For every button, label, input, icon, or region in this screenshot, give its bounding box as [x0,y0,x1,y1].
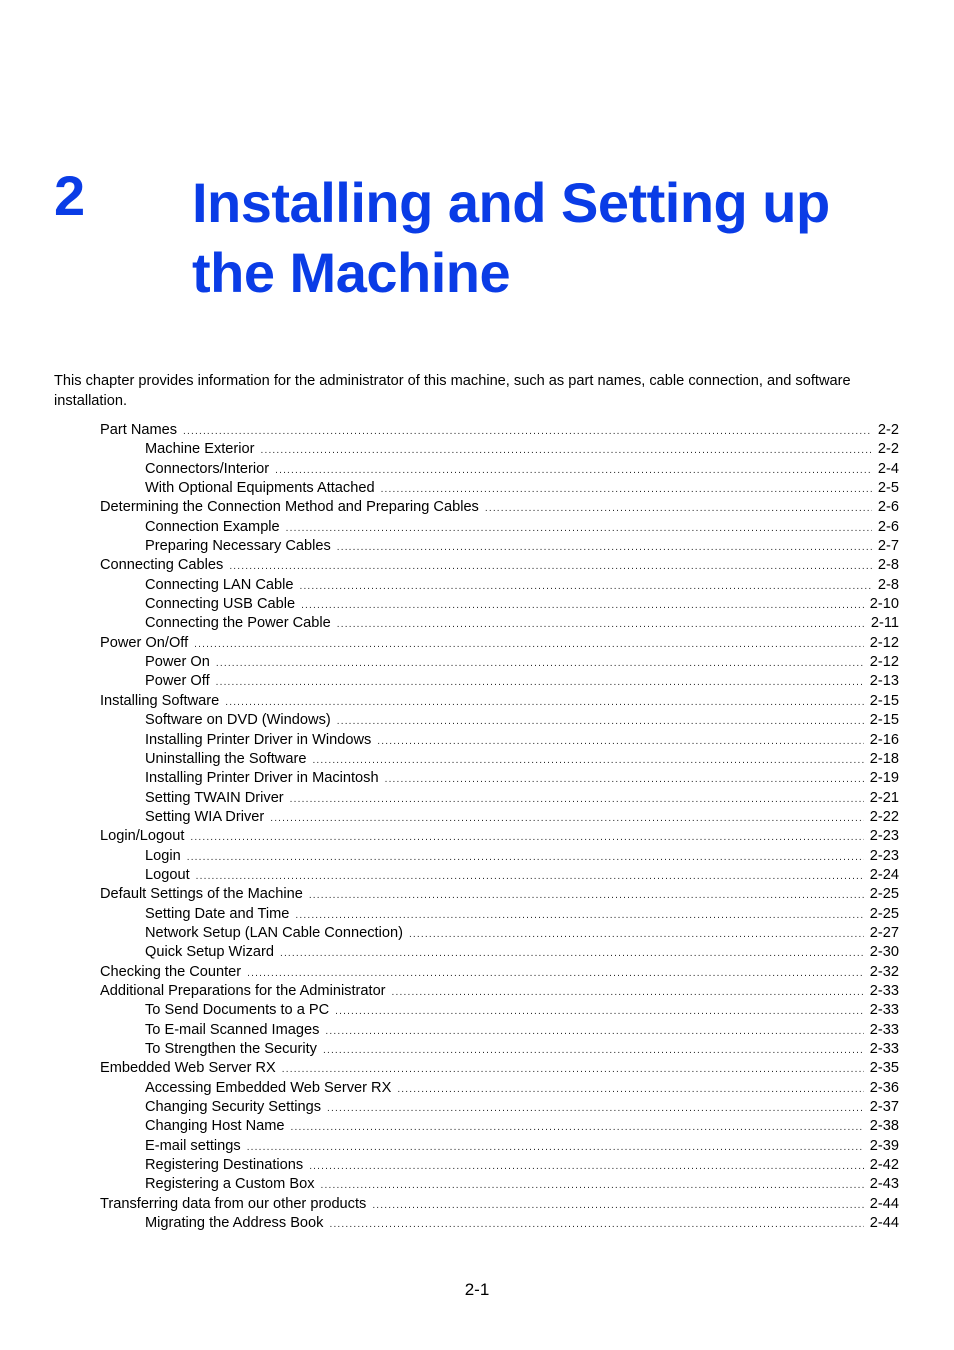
toc-subentry[interactable] [100,1079,899,1098]
toc-subentry[interactable] [100,576,899,595]
toc-dot-leader [312,751,863,770]
toc-entry[interactable] [100,498,899,517]
toc-dot-leader [337,712,864,731]
toc-entry-page: 2-8 [877,576,899,593]
toc-dot-leader [329,1215,863,1234]
toc-entry[interactable] [100,421,899,440]
toc-subentry[interactable] [100,905,899,924]
toc-dot-leader [295,906,863,925]
toc-entry-title: Connecting Cables [100,557,224,574]
toc-entry-title: Logout [145,866,190,883]
toc-dot-leader [216,673,864,692]
toc-entry-page: 2-24 [869,866,899,883]
toc-entry-page: 2-33 [869,1002,899,1019]
toc-dot-leader [377,732,864,751]
toc-subentry[interactable] [100,672,899,691]
toc-entry-page: 2-27 [869,924,899,941]
toc-dot-leader [325,1022,863,1041]
toc-subentry[interactable] [100,1098,899,1117]
toc-dot-leader [196,867,864,886]
toc-entry[interactable] [100,634,899,653]
toc-entry-title: Network Setup (LAN Cable Connection) [145,924,403,941]
toc-entry[interactable] [100,692,899,711]
toc-subentry[interactable] [100,943,899,962]
toc-entry-title: Quick Setup Wizard [145,944,274,961]
toc-entry-title: Power On/Off [100,634,189,651]
toc-dot-leader [190,828,863,847]
toc-entry-title: Login [145,847,181,864]
toc-entry-title: Changing Security Settings [145,1099,322,1116]
toc-entry-page: 2-35 [869,1060,899,1077]
toc-subentry[interactable] [100,808,899,827]
toc-entry-title: Checking the Counter [100,963,242,980]
toc-entry[interactable] [100,556,899,575]
toc-entry-title: Login/Logout [100,828,185,845]
toc-subentry[interactable] [100,653,899,672]
toc-dot-leader [321,1176,864,1195]
toc-entry-page: 2-16 [869,731,899,748]
toc-dot-leader [327,1099,864,1118]
toc-entry-title: Connecting LAN Cable [145,576,294,593]
toc-entry-page: 2-23 [869,828,899,845]
toc-entry-page: 2-32 [869,963,899,980]
toc-subentry[interactable] [100,1137,899,1156]
toc-entry[interactable] [100,885,899,904]
toc-dot-leader [381,480,872,499]
toc-subentry[interactable] [100,750,899,769]
toc-dot-leader [309,1157,864,1176]
toc-dot-leader [335,1002,864,1021]
toc-subentry[interactable] [100,1040,899,1059]
toc-subentry[interactable] [100,711,899,730]
toc-entry-title: Changing Host Name [145,1118,285,1135]
toc-entry-page: 2-42 [869,1157,899,1174]
toc-entry-page: 2-43 [869,1176,899,1193]
toc-subentry[interactable] [100,1156,899,1175]
toc-dot-leader [337,538,872,557]
chapter-number: 2 [54,164,86,227]
toc-entry[interactable] [100,982,899,1001]
toc-dot-leader [290,790,864,809]
toc-entry-title: Machine Exterior [145,441,255,458]
toc-entry-page: 2-25 [869,905,899,922]
toc-dot-leader [280,944,864,963]
toc-dot-leader [392,983,864,1002]
toc-entry-title: Registering a Custom Box [145,1176,315,1193]
toc-subentry[interactable] [100,1021,899,1040]
toc-entry-title: E-mail settings [145,1137,241,1154]
toc-entry-title: Registering Destinations [145,1157,304,1174]
toc-entry-page: 2-11 [870,615,899,632]
toc-subentry[interactable] [100,518,899,537]
toc-entry-page: 2-37 [869,1099,899,1116]
toc-entry-title: To Strengthen the Security [145,1041,317,1057]
toc-entry-title: With Optional Equipments Attached [145,480,375,497]
toc-subentry[interactable] [100,440,899,459]
toc-entry-page: 2-19 [869,770,899,787]
toc-dot-leader [194,635,864,654]
toc-dot-leader [261,441,872,460]
toc-entry-title: Connectors/Interior [145,460,270,477]
toc-subentry[interactable] [100,460,899,479]
toc-subentry[interactable] [100,537,899,556]
toc-dot-leader [301,596,864,615]
toc-entry-title: Additional Preparations for the Administrator [100,982,386,999]
toc-subentry[interactable] [100,847,899,866]
toc-dot-leader [337,615,865,634]
toc-dot-leader [275,461,872,480]
toc-subentry[interactable] [100,479,899,498]
toc-dot-leader [409,925,864,944]
toc-entry-title: Power Off [145,673,210,690]
toc-entry-title: Transferring data from our other products [100,1195,367,1212]
toc-entry-page: 2-36 [869,1079,899,1096]
toc-dot-leader [323,1041,864,1060]
toc-dot-leader [291,1118,864,1137]
table-of-contents [100,421,899,1233]
toc-entry-page: 2-25 [869,886,899,903]
toc-entry-page: 2-33 [869,982,899,999]
toc-entry-title: Migrating the Address Book [145,1215,324,1232]
toc-dot-leader [385,770,864,789]
toc-entry-title: Connection Example [145,518,280,535]
toc-entry-page: 2-23 [869,847,899,864]
toc-entry-page: 2-15 [869,712,899,729]
toc-dot-leader [183,422,872,441]
toc-entry-title: Installing Printer Driver in Macintosh [145,770,379,787]
toc-entry-page: 2-10 [869,596,899,613]
toc-entry-page: 2-33 [869,1021,899,1038]
toc-entry-page: 2-39 [869,1137,899,1154]
toc-entry-page: 2-21 [869,789,899,806]
toc-dot-leader [229,557,872,576]
toc-entry-title: To Send Documents to a PC [145,1002,330,1019]
toc-dot-leader [286,519,872,538]
toc-dot-leader [247,1138,864,1157]
toc-subentry[interactable] [100,731,899,750]
toc-entry-title: To E-mail Scanned Images [145,1021,320,1038]
toc-entry-title: Power On [145,654,210,671]
toc-entry-page: 2-4 [877,460,899,477]
toc-subentry[interactable] [100,789,899,808]
toc-entry-title: Installing Software [100,692,220,709]
toc-entry-title: Uninstalling the Software [145,750,307,767]
toc-subentry[interactable] [100,1001,899,1020]
toc-entry-page: 2-12 [869,634,899,651]
toc-entry-title: Determining the Connection Method and Preparing Cables [100,499,479,516]
toc-subentry[interactable] [100,769,899,788]
toc-entry-title: Installing Printer Driver in Windows [145,731,372,748]
toc-entry-page: 2-7 [877,538,899,555]
toc-entry-page: 2-12 [869,654,899,671]
toc-dot-leader [247,964,864,983]
toc-entry-page: 2-38 [869,1118,899,1135]
toc-entry-title: Embedded Web Server RX [100,1060,276,1077]
toc-subentry[interactable] [100,924,899,943]
toc-dot-leader [270,809,864,828]
toc-subentry[interactable] [100,1175,899,1194]
toc-dot-leader [372,1196,863,1215]
toc-subentry[interactable] [100,866,899,885]
toc-subentry[interactable] [100,1117,899,1136]
toc-dot-leader [216,654,864,673]
toc-entry-page: 2-2 [877,422,899,438]
toc-entry[interactable] [100,1195,899,1214]
toc-dot-leader [299,577,871,596]
toc-entry[interactable] [100,1059,899,1078]
toc-entry-page: 2-22 [869,808,899,825]
page-number: 2-1 [464,1280,490,1299]
toc-subentry[interactable] [100,1214,899,1233]
toc-entry-title: Default Settings of the Machine [100,886,303,903]
toc-entry-page: 2-30 [869,944,899,961]
toc-entry-title: Connecting USB Cable [145,596,296,613]
toc-entry-page: 2-2 [877,441,899,458]
toc-entry-title: Connecting the Power Cable [145,615,331,632]
toc-entry[interactable] [100,963,899,982]
toc-entry-page: 2-44 [869,1215,899,1232]
toc-entry-title: Setting TWAIN Driver [145,789,284,806]
toc-entry-title: Preparing Necessary Cables [145,538,331,555]
toc-dot-leader [225,693,864,712]
toc-entry-page: 2-18 [869,750,899,767]
toc-entry-title: Setting Date and Time [145,905,290,922]
toc-entry-page: 2-44 [869,1195,899,1212]
toc-entry[interactable] [100,827,899,846]
toc-entry-title: Software on DVD (Windows) [145,712,331,729]
toc-entry-page: 2-5 [877,480,899,497]
toc-dot-leader [397,1080,863,1099]
toc-entry-page: 2-6 [877,518,899,535]
toc-entry-title: Accessing Embedded Web Server RX [145,1079,392,1096]
toc-dot-leader [485,499,872,518]
toc-entry-title: Part Names [100,422,178,438]
toc-entry-page: 2-8 [877,557,899,574]
toc-entry-page: 2-15 [869,692,899,709]
toc-entry-title: Setting WIA Driver [145,808,265,825]
chapter-title: Installing and Setting up the Machine [192,171,830,304]
toc-entry-page: 2-33 [869,1041,899,1057]
toc-subentry[interactable] [100,595,899,614]
toc-entry-page: 2-13 [869,673,899,690]
toc-entry-page: 2-6 [877,499,899,516]
chapter-intro: This chapter provides information for the administrator of this machine, such as part names, cable connection, and software installation. [54,373,851,409]
toc-subentry[interactable] [100,614,899,633]
toc-dot-leader [309,886,864,905]
toc-dot-leader [187,848,864,867]
toc-dot-leader [282,1060,864,1079]
